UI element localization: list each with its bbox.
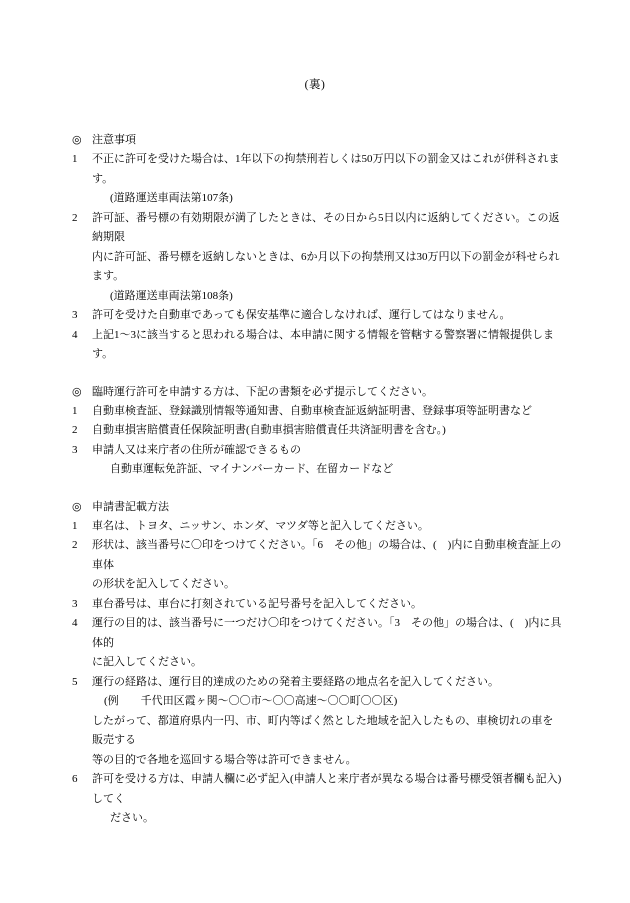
section-required-documents (72, 382, 564, 480)
list-item (72, 326, 564, 365)
item-number: 6 (72, 773, 78, 785)
item-line: 申請人又は来庁者の住所が確認できるもの (92, 443, 301, 456)
list-item (72, 517, 564, 537)
item-body (92, 770, 564, 829)
section-required-documents-title: 臨時運行許可を申請する方は、下記の書類を必ず提示してください。 (92, 385, 433, 398)
item-number: 1 (72, 153, 78, 165)
item-body (92, 306, 564, 326)
item-line: ださい。 (110, 812, 154, 824)
item-body (92, 326, 564, 365)
list-item (72, 770, 564, 829)
item-line: 許可を受ける方は、申請人欄に必ず記入(申請人と来庁者が異なる場合は番号標受領者欄も記入)してく (92, 773, 562, 805)
item-body (92, 673, 564, 771)
item-line: 車名は、トヨタ、ニッサン、ホンダ、マツダ等と記入してください。 (92, 519, 429, 532)
item-line: 自動車検査証、登録識別情報等通知書、自動車検査証返納証明書、登録事項等証明書など (92, 404, 532, 417)
item-subline: (道路運送車両法第107条) (110, 192, 233, 204)
list-item (72, 421, 564, 441)
page-marker: (裏) (304, 79, 326, 91)
item-line: 不正に許可を受けた場合は、1年以下の拘禁刑若しくは50万円以下の罰金又はこれが併科されます。 (92, 153, 560, 185)
item-body (92, 536, 564, 595)
section-required-documents-heading (72, 382, 564, 402)
item-number: 2 (72, 424, 78, 436)
item-number: 2 (72, 211, 78, 224)
item-line: 自動車損害賠償責任保険証明書(自動車損害賠償責任共済証明書を含む。) (92, 424, 446, 436)
item-line: 運行の目的は、該当番号に一つだけ〇印をつけてください。「3 その他」の場合は、( )内に具体的 (92, 617, 562, 649)
list-item (72, 209, 564, 307)
item-subline: 自動車運転免許証、マイナンバーカード、在留カードなど (110, 463, 394, 475)
item-line: 内に許可証、番号標を返納しないときは、6か月以下の拘禁刑又は30万円以下の罰金が科せられます。 (92, 250, 560, 282)
list-item (72, 402, 564, 422)
item-example: (例 千代田区霞ヶ関～〇〇市～〇〇高速～〇〇町〇〇区) (104, 695, 398, 707)
item-body (92, 402, 564, 422)
item-line: に記入してください。 (92, 656, 202, 668)
item-number: 2 (72, 539, 78, 551)
item-line: 等の目的で各地を巡回する場合等は許可できません。 (92, 753, 357, 766)
section-how-to-fill (72, 497, 564, 829)
item-body (92, 421, 564, 441)
section-how-to-fill-heading (72, 497, 564, 517)
item-body (92, 441, 564, 480)
section-notes (72, 130, 564, 365)
item-number: 3 (72, 597, 78, 610)
item-line: の形状を記入してください。 (92, 578, 235, 590)
section-mark-icon: ◎ (72, 500, 82, 513)
list-item (72, 150, 564, 209)
item-number: 4 (72, 617, 78, 629)
item-body (92, 595, 564, 615)
item-body (92, 517, 564, 537)
item-body (92, 150, 564, 209)
item-body (92, 614, 564, 673)
item-number: 3 (72, 443, 78, 456)
item-subline: (道路運送車両法第108条) (110, 289, 233, 302)
list-item (72, 441, 564, 480)
list-item (72, 673, 564, 771)
section-how-to-fill-title: 申請書記載方法 (92, 500, 169, 513)
section-mark-icon: ◎ (72, 385, 82, 398)
item-number: 4 (72, 328, 78, 341)
list-item (72, 306, 564, 326)
item-line: 許可証、番号標の有効期限が満了したときは、その日から5日以内に返納してください。この返納期限 (92, 211, 560, 243)
item-line: 運行の経路は、運行目的達成のための発着主要経路の地点名を記入してください。 (92, 675, 499, 688)
item-number: 3 (72, 309, 78, 321)
item-line: 車台番号は、車台に打刻されている記号番号を記入してください。 (92, 597, 422, 610)
item-number: 5 (72, 675, 78, 688)
section-mark-icon: ◎ (72, 134, 82, 146)
item-line: 上記1～3に該当すると思われる場合は、本申請に関する情報を管轄する警察署に情報提供します。 (92, 328, 554, 360)
list-item (72, 536, 564, 595)
item-line: 許可を受けた自動車であっても保安基準に適合しなければ、運行してはなりません。 (92, 309, 511, 321)
item-number: 1 (72, 404, 78, 417)
section-notes-heading (72, 130, 564, 150)
item-body (92, 209, 564, 307)
item-line: したがって、都道府県内一円、市、町内等ばく然とした地域を記入したもの、車検切れの車を販売する (92, 714, 554, 746)
document-content (72, 130, 564, 846)
item-number: 1 (72, 519, 78, 532)
section-notes-title: 注意事項 (92, 134, 136, 146)
list-item (72, 614, 564, 673)
item-line: 形状は、該当番号に〇印をつけてください。「6 その他」の場合は、( )内に自動車検査証上の車体 (92, 539, 562, 571)
list-item (72, 595, 564, 615)
